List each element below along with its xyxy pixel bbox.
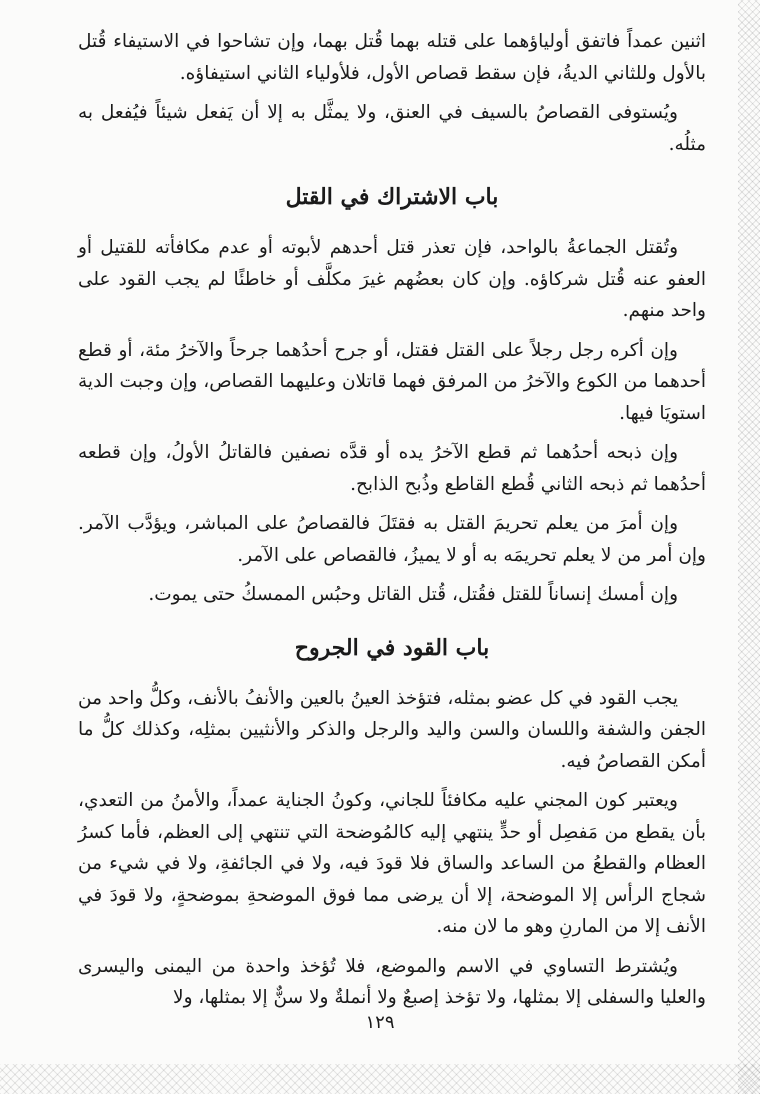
paragraph: اثنين عمداً فاتفق أولياؤهما على قتله بهما قُتل بهما، وإن تشاحوا في الاستيفاء قُتل بالأول وللثاني الديةُ، فإن سقط قصاص الأول، فلأولياء الثاني استيفاؤه. <box>78 31 706 84</box>
page-body <box>78 26 706 1022</box>
page-edge-texture-bottom <box>0 1064 760 1094</box>
paragraph: وإن أمرَ من يعلم تحريمَ القتل به فقتَلَ فالقصاصُ على المباشر، ويؤدَّب الآمر. وإن أمر من لا يعلم تحريمَه به أو لا يميزُ، فالقصاص على الآمر. <box>78 513 706 566</box>
section-heading: باب القود في الجروح <box>294 634 490 661</box>
paragraph: ويعتبر كون المجني عليه مكافئاً للجاني، وكونُ الجناية عمداً، والأمنُ من التعدي، بأن يقطع من مَفصِل أو حدٍّ ينتهي إليه كالمُوضحة التي تنتهي إلى العظم، فأما كسرُ العظام والقطعُ من الساعد والساق فلا قودَ فيه، ولا في الجائفةِ، ولا في شيء من شجاج الرأس إلا الموضحة، إلا أن يرضى مما فوق الموضحةِ بموضحةٍ، ولا قودَ في الأنف إلا من المارنِ وهو ما لان منه. <box>78 790 706 937</box>
section-heading: باب الاشتراك في القتل <box>285 184 499 210</box>
paragraph: وإن أمسك إنساناً للقتل فقُتل، قُتل القاتل وحبُس الممسكُ حتى يموت. <box>148 584 678 605</box>
paragraph: ويُشترط التساوي في الاسم والموضع، فلا تُؤخذ واحدة من اليمنى واليسرى والعليا والسفلى إلا بمثلها، ولا تؤخذ إصبعٌ ولا أنملةٌ ولا سنٌّ إلا بمثلها، ولا <box>78 955 706 1008</box>
paragraph: وإن ذبحه أحدُهما ثم قطع الآخرُ يده أو قدَّه نصفين فالقاتلُ الأولُ، وإن قطعه أحدُهما ثم ذبحه الثاني قُطع القاطع وذُبح الذابح. <box>78 442 706 495</box>
page-number: ١٢٩ <box>365 1012 395 1033</box>
paragraph: وإن أكره رجل رجلاً على القتل فقتل، أو جرح أحدُهما جرحاً والآخرُ مئة، أو قطع أحدهما من الكوع والآخرُ من المرفق فهما قاتلان وعليهما القصاص، وإن وجبت الدية استويَا فيها. <box>78 339 706 424</box>
paragraph: ويُستوفى القصاصُ بالسيف في العنق، ولا يمثَّل به إلا أن يَفعل شيئاً فيُفعل به مثلُه. <box>78 102 706 155</box>
page-edge-texture <box>738 0 760 1094</box>
paragraph: وتُقتل الجماعةُ بالواحد، فإن تعذر قتل أحدهم لأبوته أو عدم مكافأته للقتيل أو العفو عنه قُتل شركاؤه. وإن كان بعضُهم غيرَ مكلَّف أو خاطئًا لم يجب القود على واحد منهم. <box>78 237 706 321</box>
paragraph: يجب القود في كل عضو بمثله، فتؤخذ العينُ بالعين والأنفُ بالأنف، وكلُّ واحد من الجفن والشفة واللسان والسن واليد والرجل والذكر والأنثيين بمثلِه، وكذلك كلُّ ما أمكن القصاصُ فيه. <box>78 687 706 772</box>
